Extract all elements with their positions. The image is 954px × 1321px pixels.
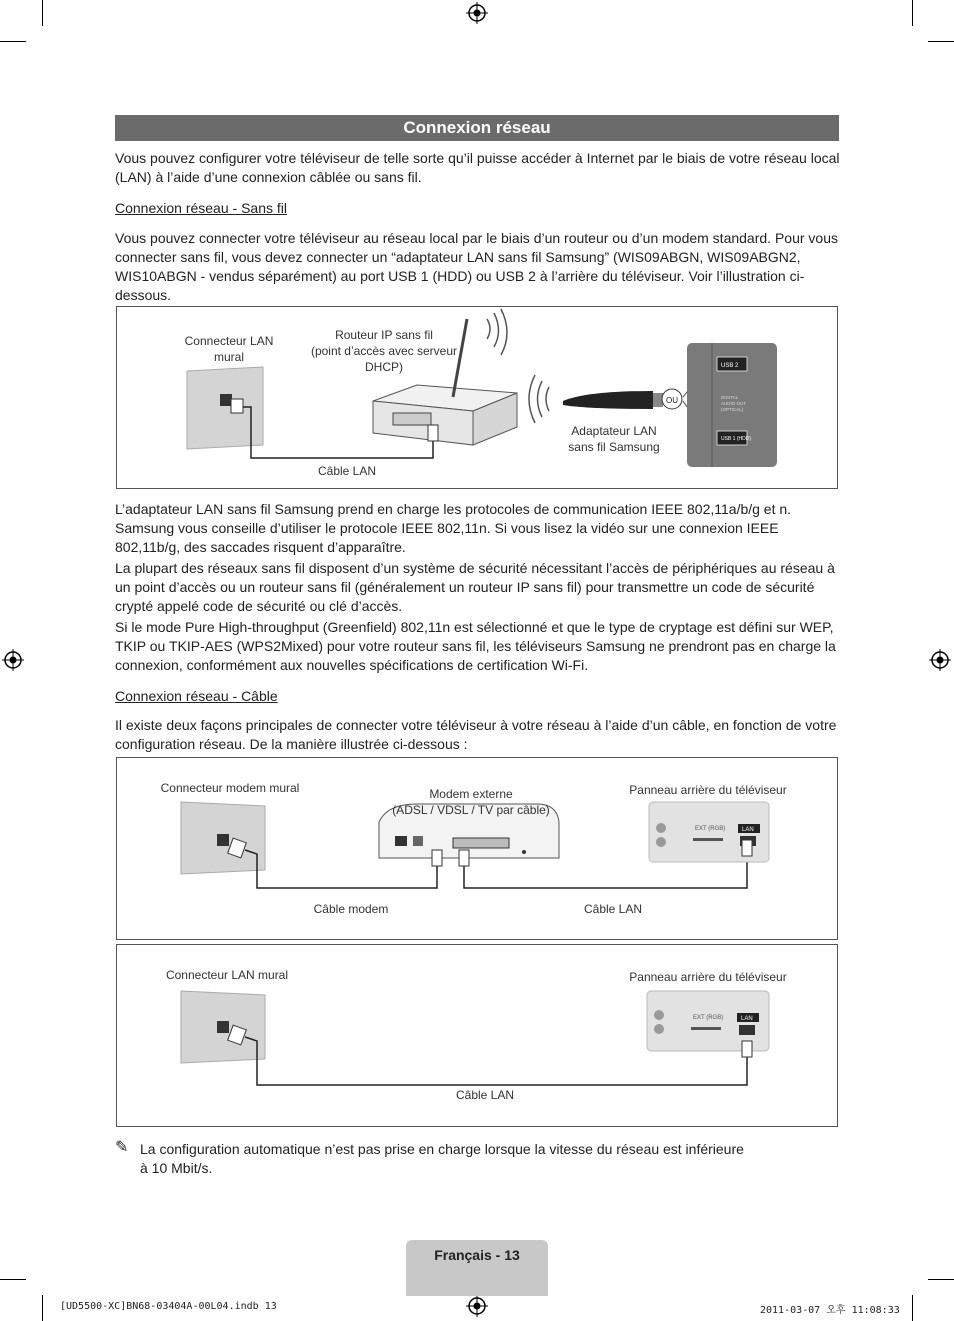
note-paragraph: La plupart des réseaux sans fil disposent d’un système de sécurité nécessitant l’accès de périphériques au réseau à un point d’accès ou un routeur sans fil (généralement un routeur IP sans fil) pour transmettre un code de sécurité crypté appelé code de sécurité ou clé d’accès. (115, 560, 835, 614)
intro-paragraph: Vous pouvez configurer votre téléviseur de telle sorte qu’il puisse accéder à Internet par le biais de votre réseau local (LAN) à l’aide d’une connexion câblée ou sans fil. (115, 150, 840, 185)
audio-port-icon (656, 837, 666, 847)
digital-label: DIGITAL (721, 395, 739, 400)
wireless-heading: Connexion réseau - Sans fil (115, 200, 287, 216)
label-wall-modem: Connecteur modem mural (160, 781, 300, 795)
wifi-wave-icon (546, 387, 549, 411)
note-text: La configuration automatique n’est pas prise en charge lorsque la vitesse du réseau est inférieure à 10 Mbit/s. (140, 1141, 744, 1176)
crop-mark (912, 0, 913, 26)
wifi-wave-icon (487, 319, 490, 339)
label-modem: Modem externe (ADSL / VDSL / TV par câble) (392, 787, 550, 817)
wifi-wave-icon (494, 313, 499, 347)
crop-mark (42, 1295, 43, 1321)
label-wall-lan: Connecteur LAN mural (184, 334, 274, 364)
ext-port-icon (691, 1027, 721, 1030)
modem-led (522, 850, 526, 854)
registration-mark-icon (929, 649, 951, 671)
label-lan-cable: Câble LAN (583, 902, 643, 916)
wifi-wave-icon (529, 375, 535, 423)
usb1-label: USB 1 (HDD) (721, 436, 752, 442)
label-router: Routeur IP sans fil (point d’accès avec serveur DHCP) (310, 328, 458, 374)
label-lan-cable: Câble LAN (317, 464, 377, 478)
lan-plug-icon (459, 850, 469, 866)
wifi-wave-icon (538, 381, 543, 417)
wireless-paragraph: Vous pouvez connecter votre téléviseur au réseau local par le biais d’un routeur ou d’un modem standard. Pour vous connecter sans fil, vous devez connecter un “adaptateur LAN sans fil Samsung” (WIS09ABGN, WIS09ABGN2, WIS10ABGN - vendus séparément) au port USB 1 (HDD) ou USB 2 à l’arrière du téléviseur. Voir l’illustration ci-dessous. (115, 230, 838, 303)
crop-mark (912, 1295, 913, 1321)
router-ports (393, 413, 431, 425)
tv-lan-plug-icon (742, 1041, 752, 1057)
print-timestamp: 2011-03-07 오후 11:08:33 (760, 1305, 900, 1316)
registration-mark-icon (466, 1295, 488, 1317)
label-tv-panel: Panneau arrière du téléviseur (629, 970, 787, 984)
ext-label: EXT (RGB) (693, 1015, 724, 1021)
wall-lan-jack-icon (217, 1021, 229, 1033)
wall-lan-jack-icon (220, 394, 232, 406)
adapter-usb-tip (653, 393, 663, 407)
note-paragraph: L’adaptateur LAN sans fil Samsung prend en charge les protocoles de communication IEEE 802,11a/b/g et n. Samsung vous conseille d’utiliser le protocole IEEE 802,11n. Si vous lisez la vidéo sur une connexion IEEE 802,11b/g, des saccades risquent d’apparaître. (115, 501, 792, 555)
note-icon: ✎ (115, 1139, 129, 1156)
label-adapter: Adaptateur LAN sans fil Samsung (568, 424, 660, 454)
label-lan-cable: Câble LAN (455, 1088, 515, 1102)
headphone-icon (654, 1010, 664, 1020)
lan-plug-icon (231, 399, 243, 413)
crop-mark (42, 0, 43, 26)
modem-port-icon (413, 836, 423, 846)
tv-lan-plug-icon (742, 840, 752, 856)
crop-mark (0, 1279, 26, 1280)
ext-label: EXT (RGB) (695, 826, 726, 832)
lan-label: LAN (741, 1016, 753, 1022)
registration-mark-icon (2, 649, 24, 671)
usb2-label: USB 2 (721, 363, 739, 369)
ext-port-icon (693, 838, 723, 841)
digital-label: AUDIO OUT (721, 401, 747, 406)
headphone-icon (656, 823, 666, 833)
section-title: Connexion réseau (115, 115, 839, 141)
registration-mark-icon (466, 2, 488, 24)
label-modem-cable: Câble modem (313, 902, 389, 916)
crop-mark (0, 41, 26, 42)
tv-lan-port-icon (739, 1025, 755, 1035)
crop-mark (928, 1279, 954, 1280)
digital-label: (OPTICAL) (721, 407, 744, 412)
wireless-diagram (116, 306, 838, 489)
wired-modem-diagram (116, 757, 838, 940)
wired-lan-diagram (116, 944, 838, 1127)
modem-lan-ports (453, 838, 509, 848)
note-paragraph: Si le mode Pure High-throughput (Greenfield) 802,11n est sélectionné et que le type de cryptage est défini sur WEP, TKIP ou TKIP-AES (WPS2Mixed) pour votre routeur sans fil, les téléviseurs Samsung ne prendront pas en charge la connexion, conformément aux nouvelles spécifications de certification Wi-Fi. (115, 619, 836, 673)
router-lan-plug-icon (428, 425, 438, 441)
audio-port-icon (654, 1024, 664, 1034)
ou-label: OU (666, 396, 678, 405)
wired-paragraph: Il existe deux façons principales de connecter votre téléviseur à votre réseau à l’aide d’un câble, en fonction de votre configuration réseau. De la manière illustrée ci-dessous : (115, 717, 837, 752)
wifi-wave-icon (501, 309, 507, 355)
lan-label: LAN (742, 827, 754, 833)
modem-port-icon (395, 836, 407, 846)
wireless-adapter (563, 391, 653, 409)
page-number: Français - 13 (406, 1240, 548, 1296)
modem-plug-icon (432, 850, 442, 866)
print-slug: [UD5500-XC]BN68-03404A-00L04.indb 13 (60, 1301, 277, 1312)
label-tv-panel: Panneau arrière du téléviseur (629, 783, 787, 797)
crop-mark (928, 41, 954, 42)
wall-modem-jack-icon (217, 834, 229, 846)
label-wall-lan: Connecteur LAN mural (165, 968, 289, 982)
wired-heading: Connexion réseau - Câble (115, 688, 278, 704)
